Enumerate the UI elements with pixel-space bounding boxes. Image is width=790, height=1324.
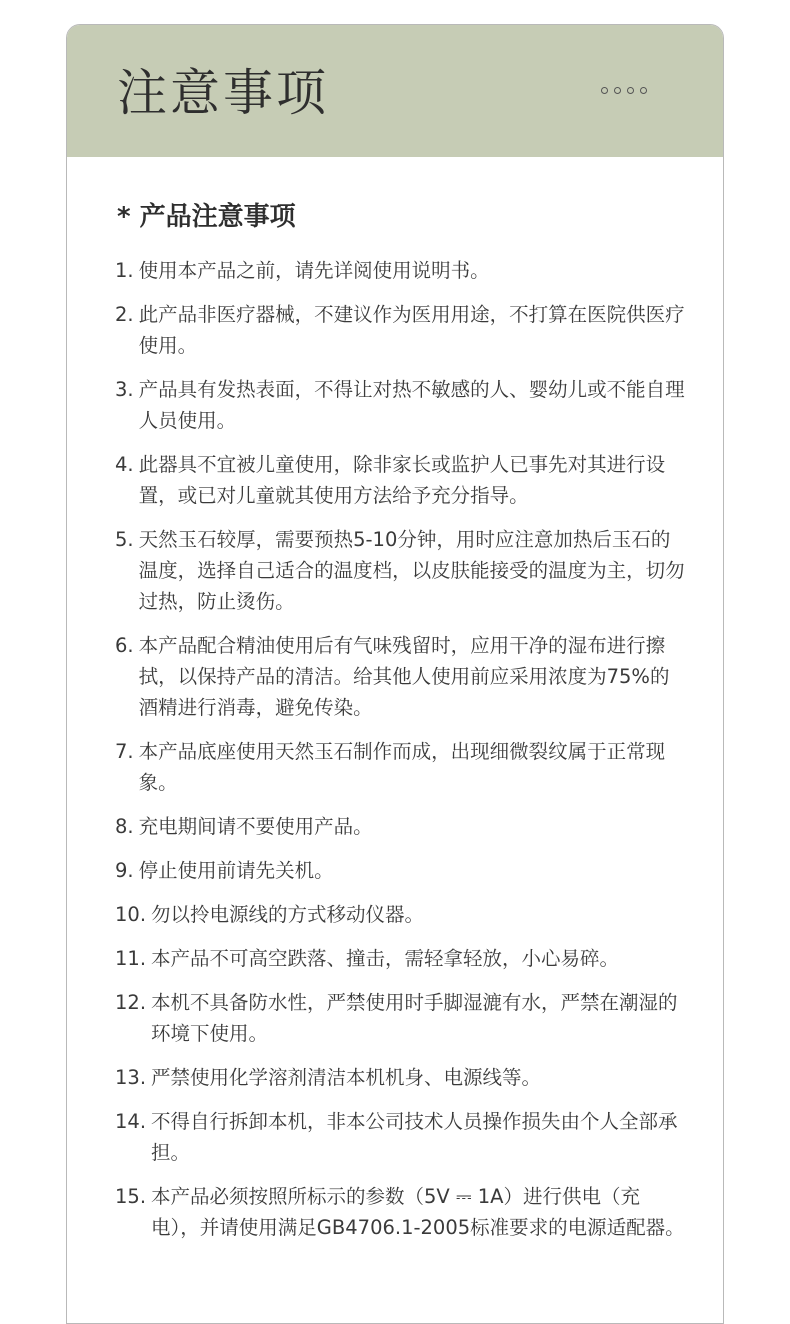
note-number: 1.	[115, 259, 134, 282]
note-number: 3.	[115, 378, 134, 401]
note-item	[115, 943, 685, 974]
note-item	[115, 449, 685, 511]
note-item	[115, 1106, 685, 1168]
note-number: 2.	[115, 303, 134, 326]
note-text: 此产品非医疗器械，不建议作为医用用途，不打算在医院供医疗使用。	[138, 303, 685, 357]
note-item	[115, 855, 685, 886]
note-item	[115, 255, 685, 286]
note-number: 13.	[115, 1066, 147, 1089]
page-title: 注意事项	[117, 64, 329, 122]
more-dots-icon	[601, 87, 647, 94]
note-item	[115, 299, 685, 361]
note-item	[115, 524, 685, 617]
note-number: 7.	[115, 740, 134, 763]
note-number: 6.	[115, 634, 134, 657]
note-text: 产品具有发热表面，不得让对热不敏感的人、婴幼儿或不能自理人员使用。	[138, 378, 685, 432]
note-number: 8.	[115, 815, 134, 838]
note-text: 勿以拎电源线的方式移动仪器。	[151, 903, 425, 926]
note-text: 停止使用前请先关机。	[138, 859, 334, 882]
note-item	[115, 811, 685, 842]
note-text: 本产品必须按照所标示的参数（5V ⎓ 1A）进行供电（充电），并请使用满足GB4706.1-2005标准要求的电源适配器。	[151, 1185, 685, 1239]
note-number: 12.	[115, 991, 147, 1014]
note-item	[115, 987, 685, 1049]
note-text: 严禁使用化学溶剂清洁本机机身、电源线等。	[151, 1066, 542, 1089]
note-number: 9.	[115, 859, 134, 882]
note-number: 5.	[115, 528, 134, 551]
card-header	[67, 25, 723, 157]
note-number: 14.	[115, 1110, 147, 1133]
note-text: 充电期间请不要使用产品。	[138, 815, 373, 838]
note-item	[115, 899, 685, 930]
note-text: 使用本产品之前，请先详阅使用说明书。	[138, 259, 490, 282]
section-heading: * 产品注意事项	[117, 202, 296, 232]
note-text: 本机不具备防水性，严禁使用时手脚湿漉有水，严禁在潮湿的环境下使用。	[151, 991, 678, 1045]
note-text: 本产品底座使用天然玉石制作而成，出现细微裂纹属于正常现象。	[138, 740, 666, 794]
note-text: 天然玉石较厚，需要预热5-10分钟，用时应注意加热后玉石的温度，选择自己适合的温度档，以皮肤能接受的温度为主，切勿过热，防止烫伤。	[138, 528, 685, 613]
note-text: 此器具不宜被儿童使用，除非家长或监护人已事先对其进行设置，或已对儿童就其使用方法给予充分指导。	[138, 453, 666, 507]
note-item	[115, 736, 685, 798]
note-text: 本产品不可高空跌落、撞击，需轻拿轻放，小心易碎。	[151, 947, 620, 970]
note-text: 不得自行拆卸本机，非本公司技术人员操作损失由个人全部承担。	[151, 1110, 678, 1164]
note-number: 15.	[115, 1185, 147, 1208]
note-item	[115, 630, 685, 723]
note-item	[115, 1062, 685, 1093]
note-text: 本产品配合精油使用后有气味残留时，应用干净的湿布进行擦拭，以保持产品的清洁。给其他人使用前应采用浓度为75%的酒精进行消毒，避免传染。	[138, 634, 670, 719]
note-number: 11.	[115, 947, 147, 970]
note-number: 4.	[115, 453, 134, 476]
notice-card	[66, 24, 724, 1324]
note-item	[115, 374, 685, 436]
note-item	[115, 1181, 685, 1243]
note-number: 10.	[115, 903, 147, 926]
notes-list	[115, 255, 685, 1256]
